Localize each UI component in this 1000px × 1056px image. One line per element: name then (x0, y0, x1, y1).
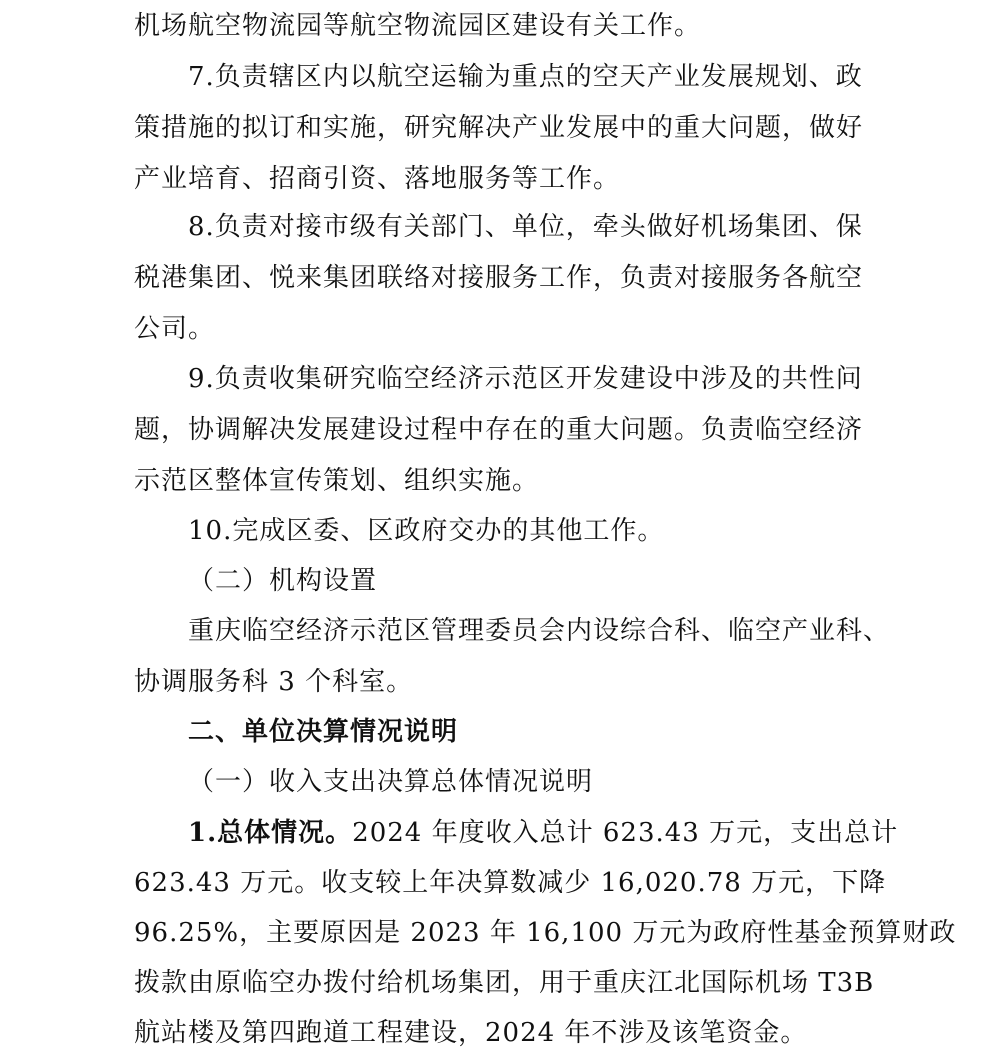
paragraph-line: 公司。 (134, 314, 216, 344)
paragraph-line: 96.25%，主要原因是 2023 年 16,100 万元为政府性基金预算财政 (134, 918, 957, 948)
paragraph-line: 协调服务科 3 个科室。 (134, 667, 414, 697)
paragraph-line: 策措施的拟订和实施，研究解决产业发展中的重大问题，做好 (134, 113, 864, 143)
paragraph-line: 重庆临空经济示范区管理委员会内设综合科、临空产业科、 (188, 616, 891, 646)
paragraph-line (188, 813, 898, 853)
paragraph-line: 航站楼及第四跑道工程建设，2024 年不涉及该笔资金。 (134, 1018, 808, 1048)
paragraph-line: 8.负责对接市级有关部门、单位，牵头做好机场集团、保 (188, 212, 863, 242)
paragraph-text: 2024 年度收入总计 623.43 万元，支出总计 (352, 818, 899, 848)
section-subheading: （一）收入支出决算总体情况说明 (188, 767, 594, 797)
paragraph-line: 示范区整体宣传策划、组织实施。 (134, 466, 540, 496)
paragraph-line: 9.负责收集研究临空经济示范区开发建设中涉及的共性问 (188, 364, 863, 394)
section-subheading: （二）机构设置 (188, 566, 378, 596)
paragraph-line: 题，协调解决发展建设过程中存在的重大问题。负责临空经济 (134, 415, 864, 445)
paragraph-line: 623.43 万元。收支较上年决算数减少 16,020.78 万元，下降 (134, 868, 887, 898)
paragraph-line: 产业培育、招商引资、落地服务等工作。 (134, 164, 621, 194)
paragraph-line: 7.负责辖区内以航空运输为重点的空天产业发展规划、政 (188, 62, 863, 92)
paragraph-line: 机场航空物流园等航空物流园区建设有关工作。 (134, 11, 702, 41)
paragraph-lead: 1.总体情况。 (188, 818, 353, 848)
section-heading: 二、单位决算情况说明 (188, 717, 459, 747)
paragraph-line: 10.完成区委、区政府交办的其他工作。 (188, 516, 665, 546)
paragraph-line: 税港集团、悦来集团联络对接服务工作，负责对接服务各航空 (134, 263, 864, 293)
paragraph-line: 拨款由原临空办拨付给机场集团，用于重庆江北国际机场 T3B (134, 968, 875, 998)
